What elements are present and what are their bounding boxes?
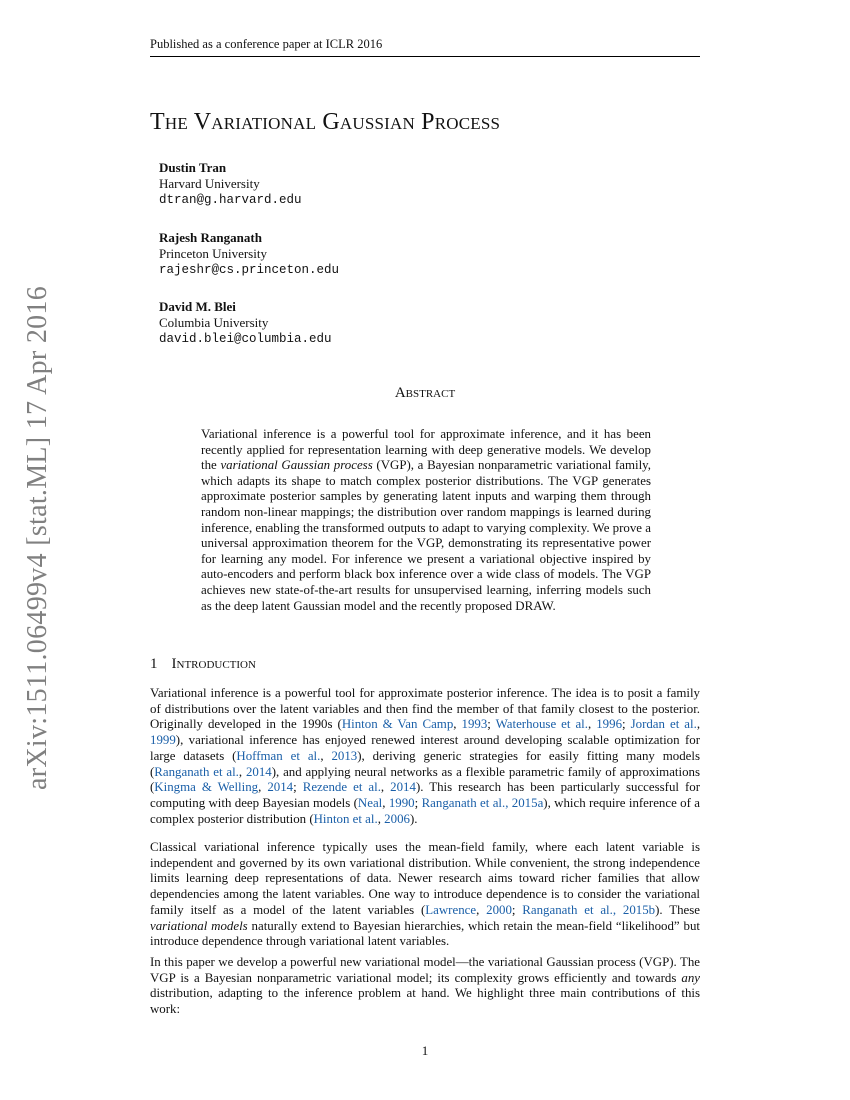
citation-link[interactable]: Neal [357, 795, 383, 810]
author-affiliation: Princeton University [159, 246, 267, 261]
citation-link[interactable]: 2013 [331, 748, 358, 763]
citation-link[interactable]: Ranganath et al., 2015b [522, 902, 656, 917]
citation-link[interactable]: Hoffman et al. [236, 748, 321, 763]
citation-link[interactable]: Hinton & Van Camp [341, 717, 454, 732]
author-name: Rajesh Ranganath [159, 230, 262, 245]
citation-link[interactable]: 1990 [388, 795, 415, 810]
paper-title: The Variational Gaussian Process [150, 109, 501, 135]
citation-link[interactable]: Lawrence [425, 902, 477, 917]
citation-link[interactable]: Ranganath et al. [154, 764, 239, 779]
author-name: David M. Blei [159, 299, 236, 314]
citation-link[interactable]: Rezende et al. [302, 780, 381, 795]
citation-link[interactable]: 1996 [596, 717, 623, 732]
running-header: Published as a conference paper at ICLR 2016 [150, 37, 700, 57]
citation-link[interactable]: 2014 [390, 780, 416, 795]
citation-link[interactable]: 2014 [267, 780, 294, 795]
author-affiliation: Columbia University [159, 315, 269, 330]
section-title: Introduction [171, 656, 256, 672]
author-affiliation: Harvard University [159, 176, 260, 191]
citation-link[interactable]: 2006 [384, 811, 410, 826]
author-email[interactable]: david.blei@columbia.edu [159, 332, 332, 346]
author-block [159, 160, 302, 208]
author-email[interactable]: rajeshr@cs.princeton.edu [159, 263, 340, 277]
citation-link[interactable]: Waterhouse et al. [495, 717, 588, 732]
citation-link[interactable]: Hinton et al. [313, 811, 378, 826]
page-number: 1 [421, 1043, 429, 1058]
section-heading [150, 656, 256, 673]
citation-link[interactable]: 2000 [486, 902, 512, 917]
citation-link[interactable]: Ranganath et al., 2015a [421, 795, 544, 810]
citation-link[interactable]: 1993 [461, 717, 488, 732]
citation-link[interactable]: Jordan et al. [630, 717, 697, 732]
citation-link[interactable]: 1999 [150, 733, 176, 748]
author-name: Dustin Tran [159, 160, 227, 175]
intro-paragraph-1: Variational inference is a powerful tool for approximate posterior inference. The idea is to posit a family of distributions over the latent variables and then find the member of that family closest to the posterior. Originally developed in the 1990s (Hinton & Van Camp, 1993; Waterhouse et al., 1996; Jordan et al., 1999), variational inference has enjoyed renewed interest around developing scalable optimization for large datasets (Hoffman et al., 2013), deriving generic strategies for easily fitting many models (Ranganath et al., 2014), and applying neural networks as a flexible parametric family of approximations (Kingma & Welling, 2014; Rezende et al., 2014). This research has been particularly successful for computing with deep Bayesian models (Neal, 1990; Ranganath et al., 2015a), which require inference of a complex posterior distribution (Hinton et al., 2006). [150, 686, 701, 826]
citation-link[interactable]: Kingma & Welling [154, 780, 259, 795]
citation-link[interactable]: 2014 [245, 764, 272, 779]
author-email[interactable]: dtran@g.harvard.edu [159, 193, 302, 207]
author-block [159, 230, 339, 278]
author-block [159, 299, 332, 347]
abstract-heading: Abstract [394, 385, 456, 401]
abstract-text: Variational inference is a powerful tool for approximate inference, and it has been recently applied for representation learning with deep generative models. We develop the variational Gaussian process (VGP), a Bayesian nonparametric variational family, which adapts its shape to match complex posterior distributions. The VGP generates approximate posterior samples by generating latent inputs and warping them through random non-linear mappings; the distribution over random mappings is learned during inference, enabling the transformed outputs to adapt to varying complexity. We prove a universal approximation theorem for the VGP, demonstrating its representative power for learning any model. For inference we present a variational objective inspired by auto-encoders and perform black box inference over a wide class of models. The VGP achieves new state-of-the-art results for unsupervised learning, inferring models such as the deep latent Gaussian model and the recently proposed DRAW. [201, 427, 651, 613]
intro-paragraph-3: In this paper we develop a powerful new variational model—the variational Gaussian process (VGP). The VGP is a Bayesian nonparametric variational model; its complexity grows efficiently and towards any distribution, adapting to the inference problem at hand. We highlight three main contributions of this work: [150, 955, 700, 1017]
intro-paragraph-2: Classical variational inference typically uses the mean-field family, where each latent variable is independent and governed by its own variational distribution. While convenient, the strong independence limits learning deep representations of data. Newer research aims toward richer families that allow dependencies among the latent variables. One way to introduce dependence is to consider the variational family itself as a model of the latent variables (Lawrence, 2000; Ranganath et al., 2015b). These variational models naturally extend to Bayesian hierarchies, which retain the mean-field “likelihood” but introduce dependence through variational latent variables. [150, 840, 700, 949]
section-number: 1 [150, 656, 158, 672]
arxiv-stamp: arXiv:1511.06499v4 [stat.ML] 17 Apr 2016 [22, 285, 53, 790]
